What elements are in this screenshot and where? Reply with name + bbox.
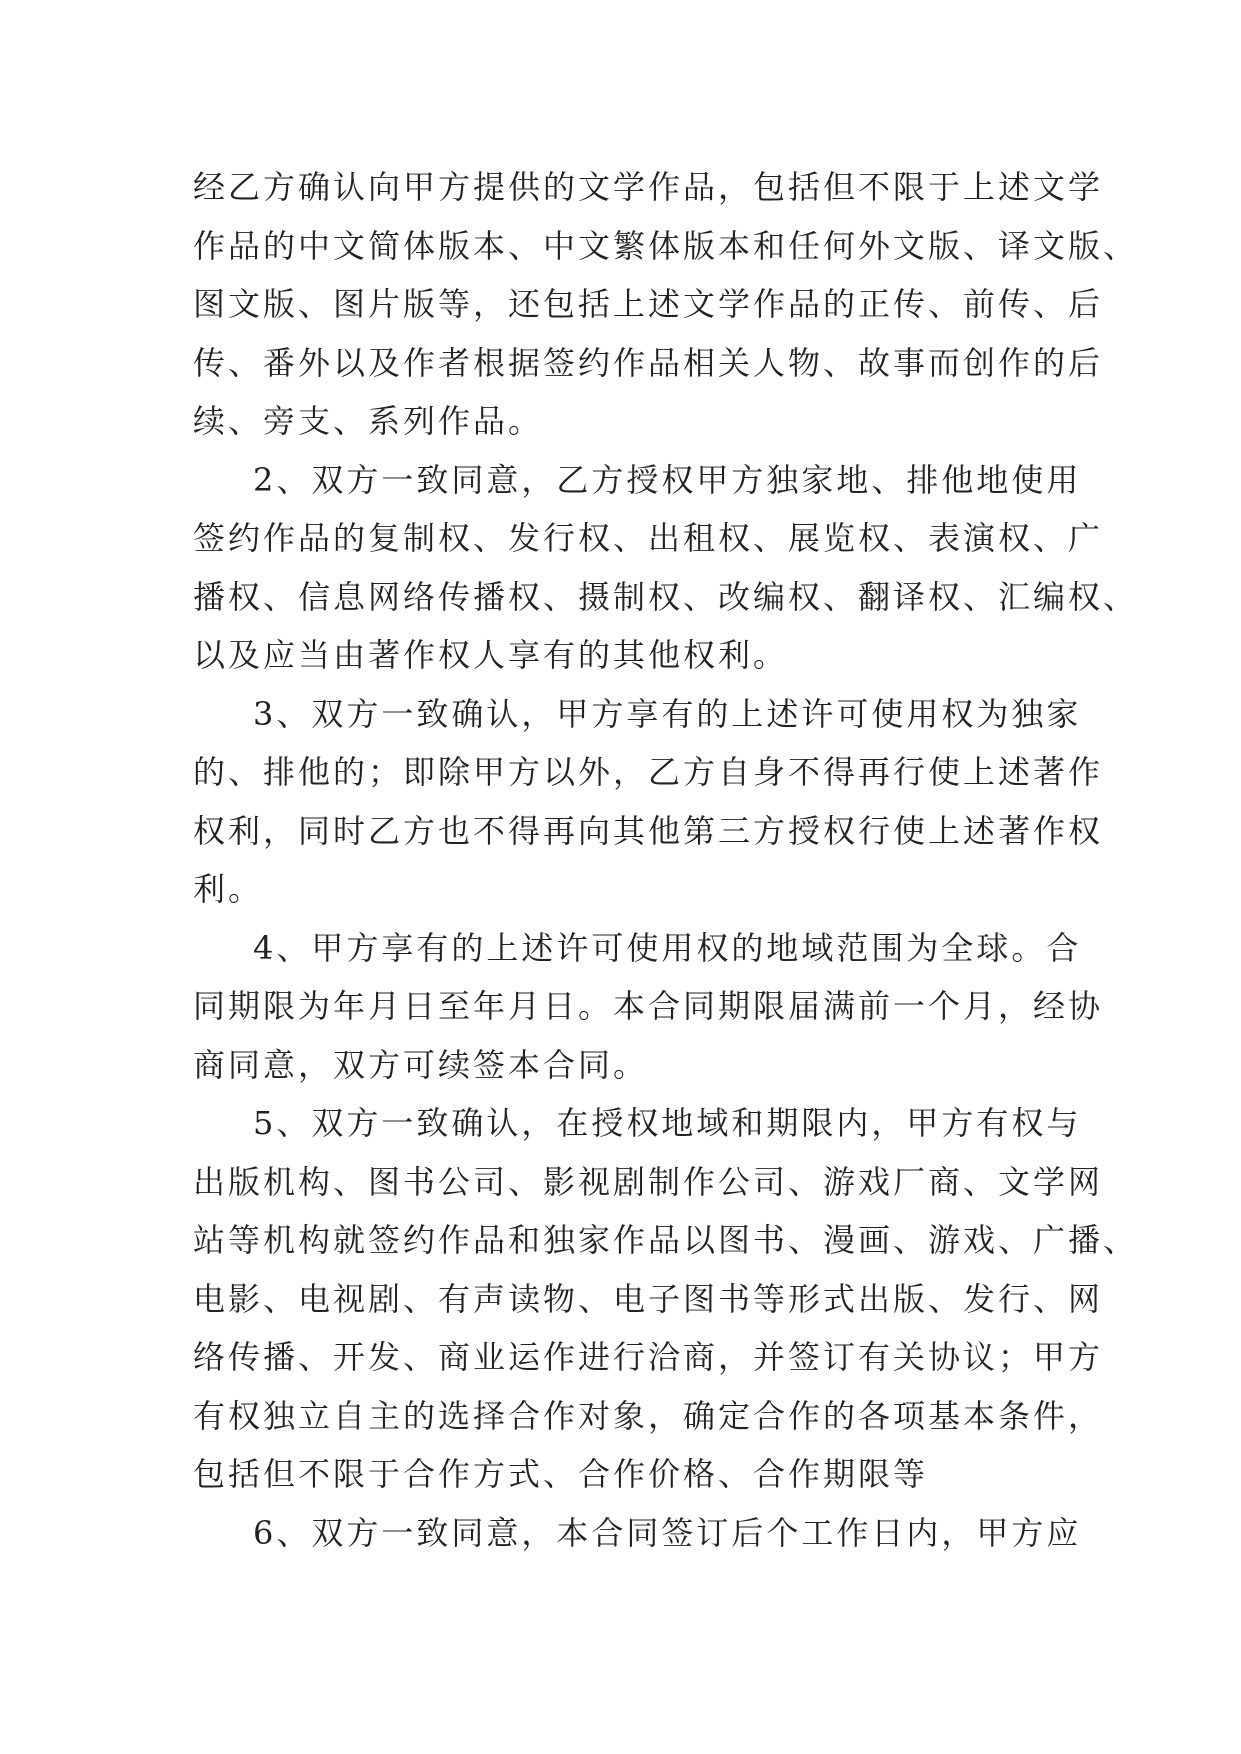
- clause-3-first-line: 3、双方一致确认，甲方享有的上述许可使用权为独家: [253, 694, 1082, 733]
- text-line: 站等机构就签约作品和独家作品以图书、漫画、游戏、广播、: [193, 1221, 1139, 1259]
- text-line: 以及应当由著作权人享有的其他权利。: [193, 636, 789, 674]
- text-line: 有权独立自主的选择合作对象，确定合作的各项基本条件，: [193, 1396, 1104, 1435]
- text-line: 络传播、开发、商业运作进行洽商，并签订有关协议；甲方: [193, 1338, 1104, 1376]
- text-line: 经乙方确认向甲方提供的文学作品，包括但不限于上述文学: [193, 168, 1104, 206]
- text-line: 图文版、图片版等，还包括上述文学作品的正传、前传、后: [193, 285, 1104, 323]
- text-line: 权利，同时乙方也不得再向其他第三方授权行使上述著作权: [193, 811, 1104, 850]
- text-line: 商同意，双方可续签本合同。: [193, 1045, 649, 1084]
- clause-4-first-line: 4、甲方享有的上述许可使用权的地域范围为全球。合: [253, 928, 1082, 967]
- text-line: 包括但不限于合作方式、合作价格、合作期限等: [193, 1455, 929, 1493]
- text-line: 签约作品的复制权、发行权、出租权、展览权、表演权、广: [193, 519, 1104, 557]
- text-line: 播权、信息网络传播权、摄制权、改编权、翻译权、汇编权、: [193, 577, 1139, 616]
- text-line: 利。: [193, 870, 264, 908]
- clause-2-first-line: 2、双方一致同意，乙方授权甲方独家地、排他地使用: [253, 460, 1082, 499]
- document-body: [193, 158, 1139, 1562]
- text-line: 续、旁支、系列作品。: [193, 402, 544, 440]
- text-line: 同期限为年月日至年月日。本合同期限届满前一个月，经协: [193, 987, 1104, 1025]
- clause-6-first-line: 6、双方一致同意，本合同签订后个工作日内，甲方应: [253, 1513, 1082, 1552]
- text-line: 作品的中文简体版本、中文繁体版本和任何外文版、译文版、: [193, 226, 1139, 265]
- text-line: 电影、电视剧、有声读物、电子图书等形式出版、发行、网: [193, 1279, 1104, 1318]
- clause-5-first-line: 5、双方一致确认，在授权地域和期限内，甲方有权与: [253, 1104, 1082, 1142]
- text-line: 出版机构、图书公司、影视剧制作公司、游戏厂商、文学网: [193, 1162, 1104, 1201]
- text-line: 的、排他的；即除甲方以外，乙方自身不得再行使上述著作: [193, 753, 1104, 791]
- text-line: 传、番外以及作者根据签约作品相关人物、故事而创作的后: [193, 343, 1104, 382]
